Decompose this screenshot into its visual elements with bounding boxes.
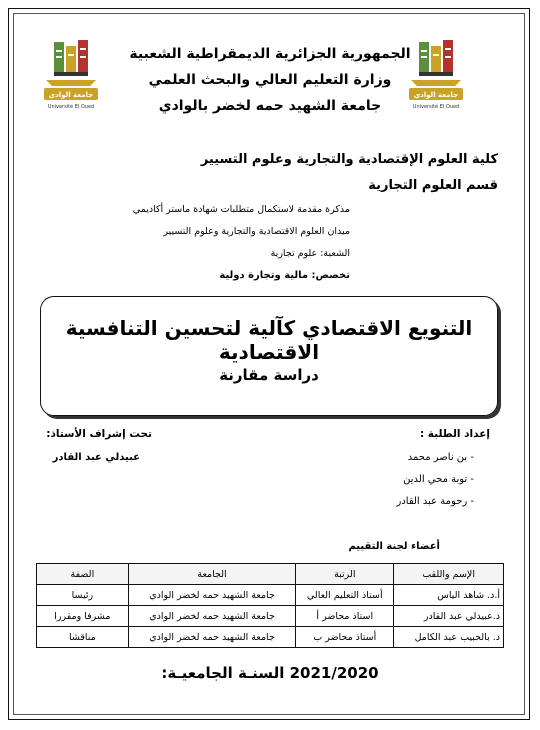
jury-label: أعضاء لجنة التقييم [348, 541, 440, 552]
thesis-subtitle: دراسة مقارنة [219, 366, 319, 384]
branch-description: الشعبة: علوم تجارية [270, 248, 350, 259]
jury-member-rank: أستاذ التعليم العالي [296, 585, 394, 606]
jury-header-cell: الصفة [37, 564, 129, 585]
jury-table [36, 563, 504, 648]
table-row [37, 627, 504, 648]
student-item: - توبة محي الدين [403, 474, 474, 485]
table-row [37, 585, 504, 606]
faculty-name: كلية العلوم الإقتصادية والتجارية وعلوم التسيير [200, 152, 498, 167]
logo-caption-ar: جامعة الوادي [48, 91, 94, 99]
logo-caption-fr: Université El Oued [47, 104, 95, 110]
jury-member-university: جامعة الشهيد حمه لخضر الوادي [128, 585, 296, 606]
jury-header-cell: الرتبة [296, 564, 394, 585]
academic-year-label: السنـة الجامعيـة: [161, 664, 285, 682]
jury-member-name: د.عبيدلي عبد القادر [394, 606, 504, 627]
ministry-title: وزارة التعليم العالي والبحث العلمي [148, 72, 392, 88]
jury-member-role: مشرفا ومقررا [37, 606, 129, 627]
jury-member-name: د. بالحبيب عبد الكامل [394, 627, 504, 648]
jury-member-university: جامعة الشهيد حمه لخضر الوادي [128, 606, 296, 627]
supervisor-name: عبيدلي عبد القادر [52, 452, 140, 463]
university-emblem-icon [40, 36, 102, 112]
specialty-description: تخصص: مالية وتجارة دولية [219, 270, 350, 281]
academic-year-value: 2021/2020 [289, 664, 379, 682]
jury-member-rank: أستاذ محاضر ب [296, 627, 394, 648]
table-row [37, 606, 504, 627]
student-item: - بن ناصر محمد [407, 452, 474, 463]
logo-caption-ar: جامعة الوادي [413, 91, 459, 99]
supervisor-label: تحت إشراف الأستاذ: [46, 428, 152, 440]
academic-year [0, 664, 540, 682]
university-logo-left [40, 36, 102, 112]
students-label: إعداد الطلبة : [419, 428, 490, 440]
jury-header-cell: الإسم واللقب [394, 564, 504, 585]
logo-caption-fr: Université El Oued [412, 104, 460, 110]
jury-header-cell: الجامعة [128, 564, 296, 585]
jury-member-role: مناقشا [37, 627, 129, 648]
department-name: قسم العلوم التجارية [368, 178, 498, 193]
jury-member-role: رئيسا [37, 585, 129, 606]
field-description: ميدان العلوم الاقتصادية والتجارية وعلوم التسيير [163, 226, 350, 237]
memo-description: مذكرة مقدمة لاستكمال متطلبات شهادة ماستر أكاديمي [132, 204, 350, 215]
jury-member-university: جامعة الشهيد حمه لخضر الوادي [128, 627, 296, 648]
jury-table-header-row [37, 564, 504, 585]
jury-member-rank: استاذ محاضر أ [296, 606, 394, 627]
jury-member-name: أ.د. شاهد الياس [394, 585, 504, 606]
republic-title: الجمهورية الجزائرية الديمقراطية الشعبية [129, 46, 411, 62]
student-item: - رحومة عبد القادر [396, 496, 474, 507]
university-title: جامعة الشهيد حمه لخضر بالوادي [158, 98, 382, 114]
thesis-title: التنويع الاقتصادي كآلية لتحسين التنافسية الاقتصادية [65, 316, 473, 364]
